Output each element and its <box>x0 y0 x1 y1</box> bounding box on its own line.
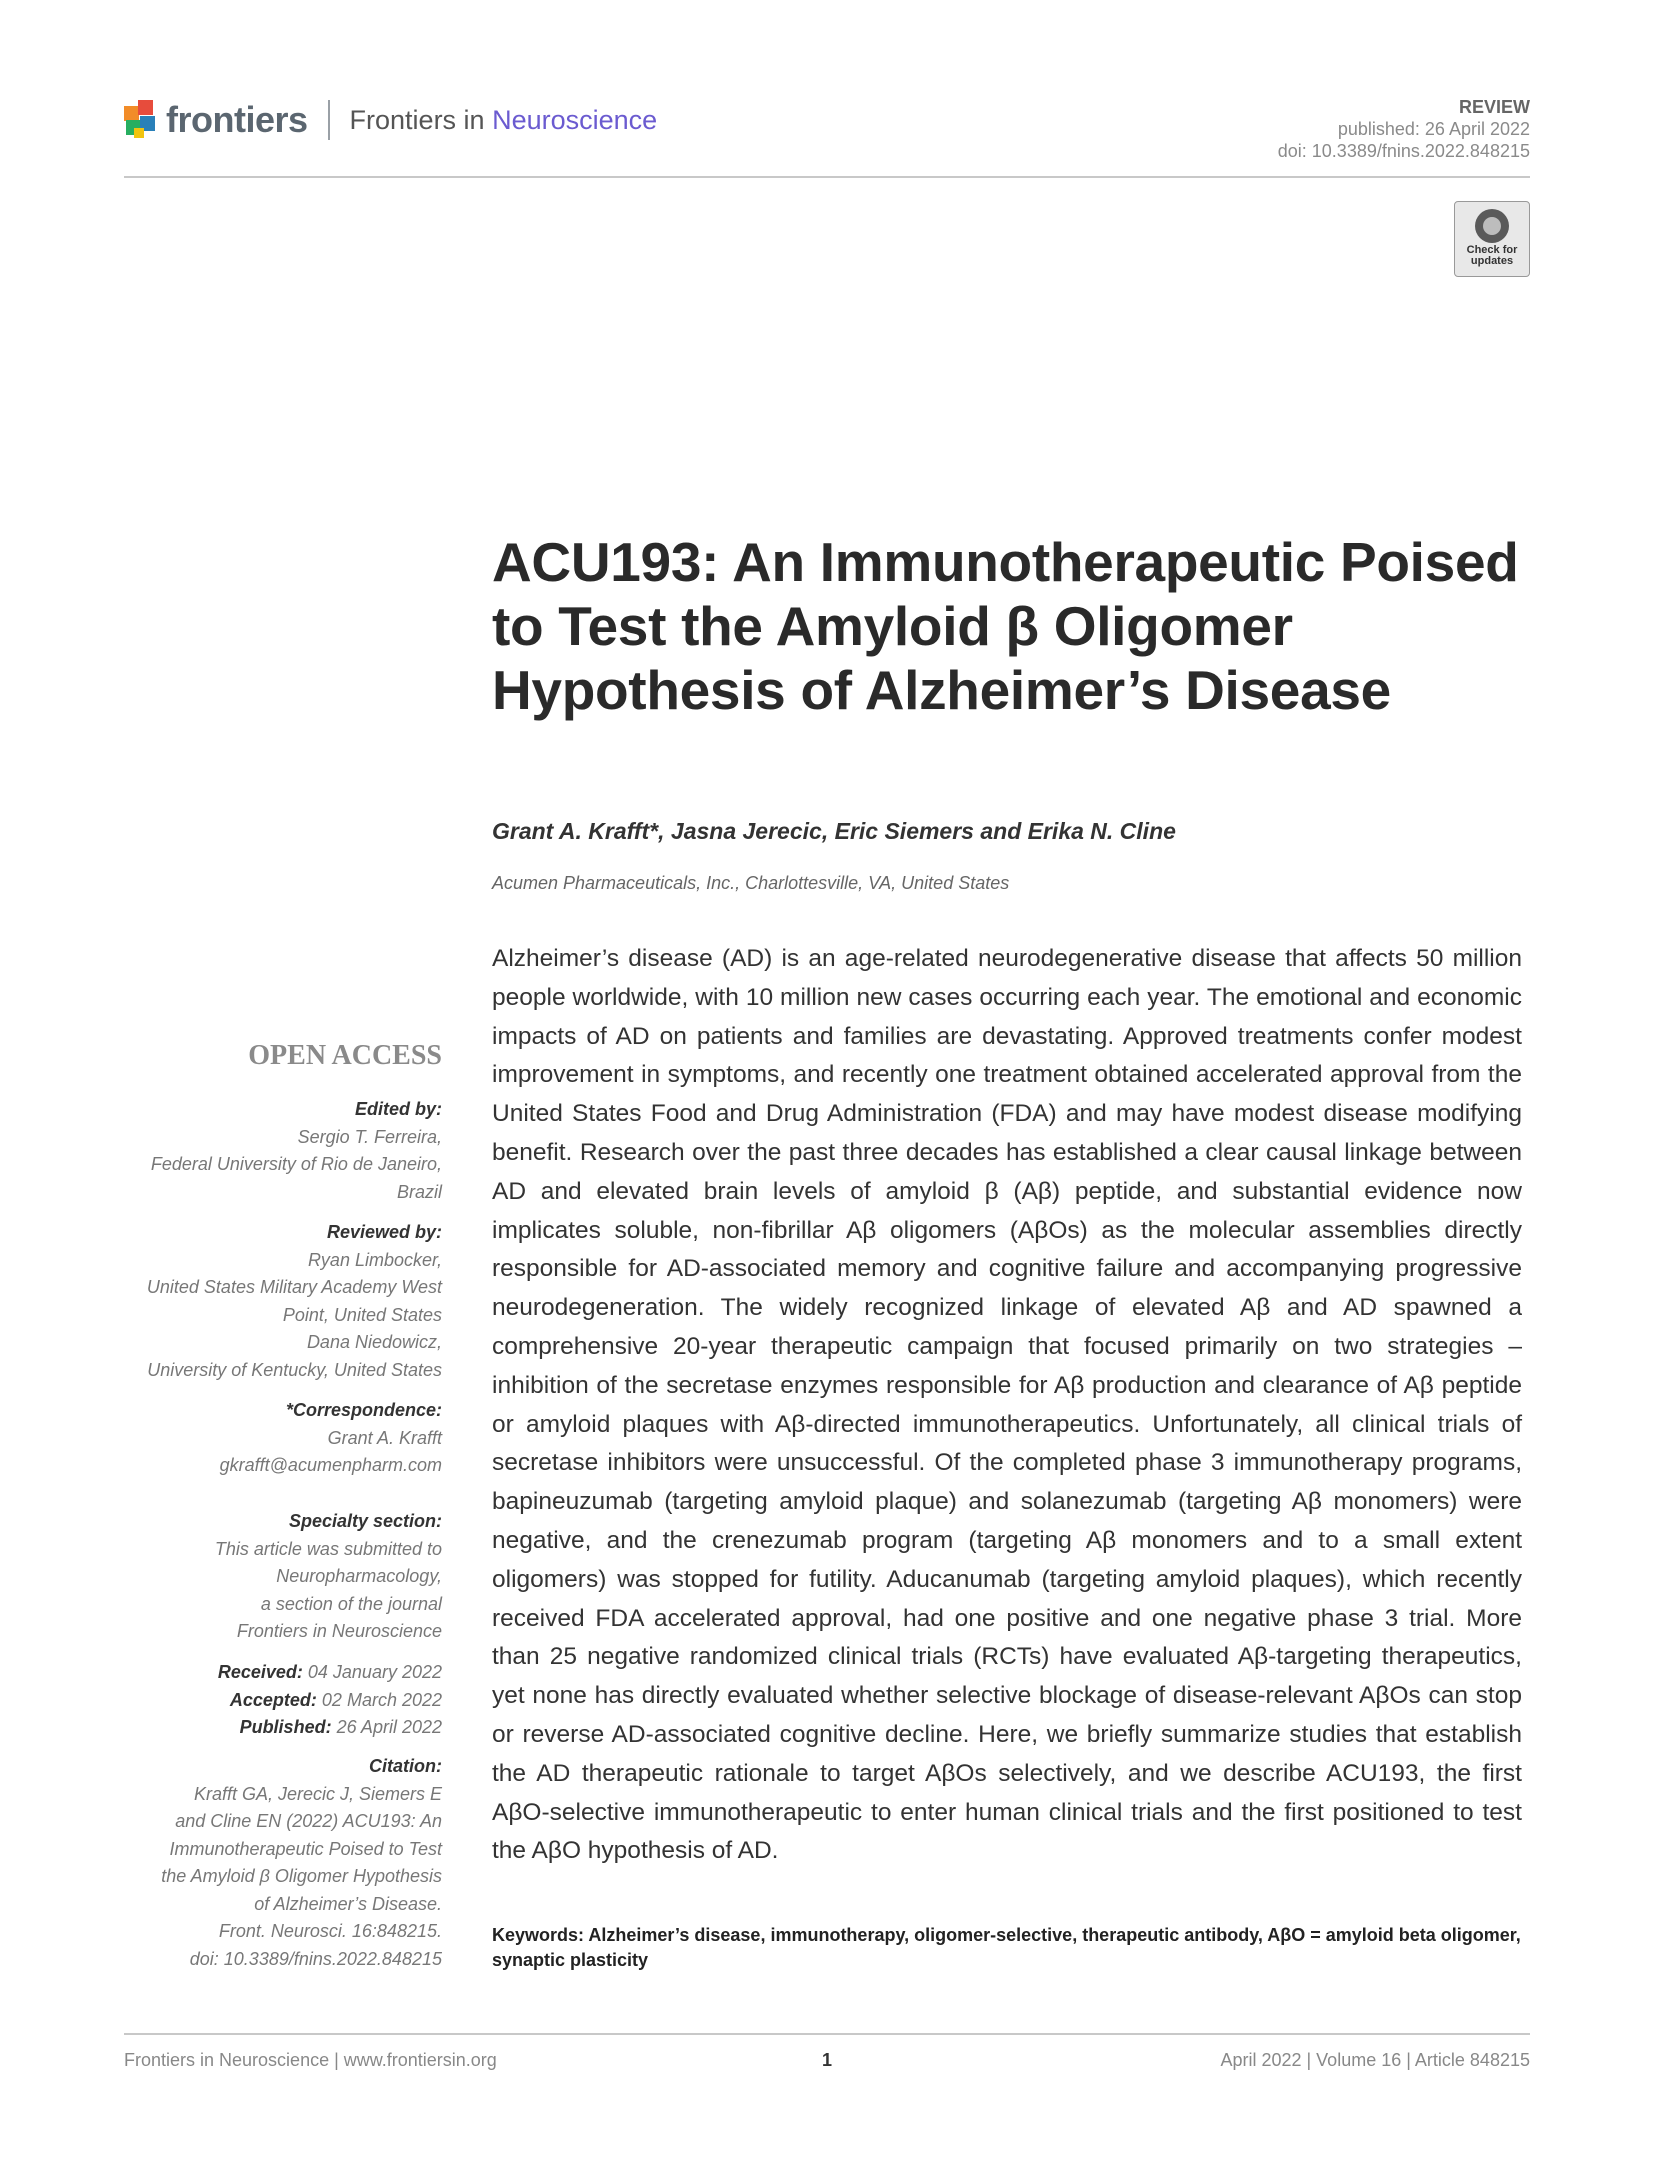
brand-name: frontiers <box>166 99 308 140</box>
editor-line: Federal University of Rio de Janeiro, <box>150 1154 442 1174</box>
citation-label: Citation: <box>369 1756 442 1776</box>
accepted-date <box>124 1687 442 1715</box>
check-updates-icon <box>1475 209 1509 243</box>
page-number: 1 <box>821 2050 832 2070</box>
citation-line: the Amyloid β Oligomer Hypothesis <box>161 1866 442 1886</box>
journal-prefix: Frontiers in <box>349 104 493 135</box>
accepted-label: Accepted: <box>229 1689 317 1710</box>
frontiers-logo[interactable] <box>124 98 657 142</box>
article-title: ACU193: An Immunotherapeutic Poised to Test the Amyloid β Oligomer Hypothesis of Alzheimer’s Disease <box>492 531 1519 721</box>
reviewer-line: United States Military Academy West <box>146 1277 442 1297</box>
reviewer-line: Dana Niedowicz, <box>306 1332 442 1352</box>
received-value: 04 January 2022 <box>302 1662 442 1682</box>
citation <box>124 1753 442 1973</box>
citation-line: of Alzheimer’s Disease. <box>254 1893 442 1914</box>
reviewer-line: Point, United States <box>282 1304 442 1325</box>
edited-by-label: Edited by: <box>354 1099 442 1119</box>
accepted-value: 02 March 2022 <box>316 1689 442 1710</box>
editor-line: Sergio T. Ferreira, <box>297 1126 442 1147</box>
check-for-updates-button[interactable] <box>1454 201 1530 277</box>
authors: Grant A. Krafft*, Jasna Jerecic, Eric Siemers and Erika N. Cline <box>492 818 1176 844</box>
published-value: 26 April 2022 <box>331 1717 442 1737</box>
citation-line[interactable]: doi: 10.3389/fnins.2022.848215 <box>189 1948 442 1969</box>
citation-line: Krafft GA, Jerecic J, Siemers E <box>193 1783 442 1804</box>
check-updates-label: Check for updates <box>1466 244 1518 267</box>
footer-journal[interactable]: Frontiers in Neuroscience | www.frontiersin.org <box>124 2050 497 2070</box>
specialty-line: This article was submitted to <box>214 1538 442 1559</box>
journal-highlight: Neuroscience <box>492 104 658 135</box>
footer-divider <box>124 2033 1530 2035</box>
specialty-line: a section of the journal <box>260 1593 442 1614</box>
citation-line: Immunotherapeutic Poised to Test <box>169 1838 442 1859</box>
logo-divider <box>328 100 330 140</box>
frontiers-logo-icon <box>124 100 158 140</box>
reviewed-by <box>124 1219 442 1384</box>
doi[interactable]: doi: 10.3389/fnins.2022.848215 <box>1277 141 1530 161</box>
published-date-side <box>124 1714 442 1742</box>
specialty-label: Specialty section: <box>288 1511 442 1531</box>
correspondence-name: Grant A. Krafft <box>327 1427 442 1448</box>
article-meta <box>1278 96 1530 162</box>
correspondence-label: *Correspondence: <box>285 1400 442 1420</box>
correspondence <box>124 1397 442 1480</box>
edited-by <box>124 1096 442 1206</box>
header-divider <box>124 176 1530 178</box>
affiliation: Acumen Pharmaceuticals, Inc., Charlottesville, VA, United States <box>492 873 1010 893</box>
received-label: Received: <box>217 1662 303 1682</box>
specialty-line: Frontiers in Neuroscience <box>236 1621 442 1641</box>
citation-line: and Cline EN (2022) ACU193: An <box>175 1811 442 1831</box>
reviewer-line: Ryan Limbocker, <box>307 1249 442 1270</box>
reviewed-by-label: Reviewed by: <box>326 1222 442 1242</box>
specialty-section <box>124 1508 442 1646</box>
received-date <box>124 1659 442 1687</box>
abstract: Alzheimer’s disease (AD) is an age-related neurodegenerative disease that affects 50 million people worldwide, with 10 million new cases occurring each year. The emotional and economic impacts of AD on patients and families are devastating. Approved treatments confer modest improvement in symptoms, and recently one treatment obtained accelerated approval from the United States Food and Drug Administration (FDA) and may have modest disease modifying benefit. Research over the past three decades has established a clear causal linkage between AD and elevated brain levels of amyloid β (Aβ) peptide, and substantial evidence now implicates soluble, non-fibrillar Aβ oligomers (AβOs) as the molecular assemblies directly responsible for AD-associated memory and cognitive failure and accompanying progressive neurodegeneration. The widely recognized linkage of elevated Aβ and AD spawned a comprehensive 20-year therapeutic campaign that focused primarily on two strategies – inhibition of the secretase enzymes responsible for Aβ production and clearance of Aβ peptide or amyloid plaques with Aβ-directed immunotherapeutics. Unfortunately, all clinical trials of secretase inhibitors were unsuccessful. Of the completed phase 3 immunotherapy programs, bapineuzumab (targeting amyloid plaque) and solanezumab (targeting Aβ monomers) were negative, and the crenezumab program (targeting Aβ monomers and to a small extent oligomers) was stopped for futility. Aducanumab (targeting amyloid plaques), which recently received FDA accelerated approval, had one positive and one negative phase 3 trial. More than 25 negative randomized clinical trials (RCTs) have evaluated Aβ-targeting therapeutics, yet none has directly evaluated whether selective blockage of disease-relevant AβOs can stop or reverse AD-associated cognitive decline. Here, we briefly summarize studies that establish the AD therapeutic rationale to target AβOs selectively, and we describe ACU193, the first AβO-selective immunotherapeutic to enter human clinical trials and the first positioned to test the AβO hypothesis of AD. <box>492 945 1522 1865</box>
dates <box>124 1659 442 1742</box>
published-label: Published: <box>239 1717 332 1737</box>
journal-name[interactable] <box>350 105 658 136</box>
published-date: published: 26 April 2022 <box>1337 119 1530 139</box>
article-type: REVIEW <box>1458 97 1530 117</box>
footer-issue: April 2022 | Volume 16 | Article 848215 <box>1220 2050 1530 2070</box>
specialty-line: Neuropharmacology, <box>276 1566 442 1586</box>
open-access-label: OPEN ACCESS <box>248 1040 442 1071</box>
citation-line: Front. Neurosci. 16:848215. <box>218 1921 442 1941</box>
reviewer-line: University of Kentucky, United States <box>147 1359 442 1380</box>
correspondence-email[interactable]: gkrafft@acumenpharm.com <box>219 1455 442 1475</box>
editor-line: Brazil <box>396 1181 442 1202</box>
keywords: Keywords: Alzheimer’s disease, immunotherapy, oligomer-selective, therapeutic antibody, AβO = amyloid beta oligomer, synaptic plasticity <box>492 1925 1521 1970</box>
